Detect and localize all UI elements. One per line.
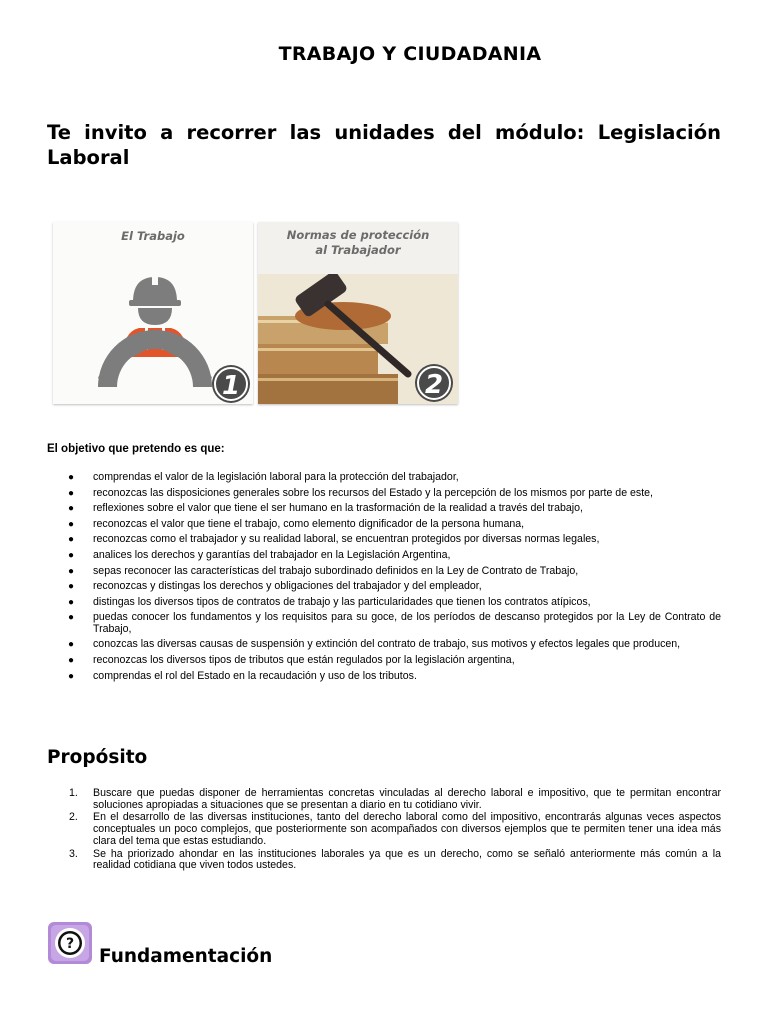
unit-card-2[interactable] <box>258 222 458 404</box>
question-icon <box>47 921 93 965</box>
objective-text: reconozcas y distingas los derechos y obligaciones del trabajador y del empleador, <box>93 580 482 593</box>
purpose-item <box>47 812 721 847</box>
objective-item: ● reflexiones sobre el valor que tiene el ser humano en la trasformación de la realidad a través del trabajo, <box>68 502 583 515</box>
objective-text: conozcas las diversas causas de suspensión y extinción del contrato de trabajo, sus motivos y efectos legales que producen, <box>93 638 681 651</box>
purpose-heading: Propósito <box>47 747 148 768</box>
purpose-number: 1. <box>69 787 78 799</box>
objective-text: analices los derechos y garantías del trabajador en la Legislación Argentina, <box>93 548 451 561</box>
objective-text: comprendas el rol del Estado en la recaudación y uso de los tributos. <box>93 669 417 682</box>
purpose-text: Buscare que puedas disponer de herramientas concretas vinculadas al derecho laboral e impositivo, que te permitan encontrar soluciones apropiadas a situaciones que se presentan a diario en tu cotidiano vivir. <box>93 787 721 811</box>
objective-item: ● comprendas el valor de la legislación laboral para la protección del trabajador, <box>68 471 459 483</box>
objective-text: reflexiones sobre el valor que tiene el ser humano en la trasformación de la realidad a través del trabajo, <box>93 502 583 515</box>
unit-card-1-label: El Trabajo <box>121 229 185 243</box>
objective-item: ● conozcas las diversas causas de suspensión y extinción del contrato de trabajo, sus motivos y efectos legales que producen, <box>68 638 681 651</box>
purpose-text: En el desarrollo de las diversas instituciones, tanto del derecho laboral como del impositivo, encontrarás algunas veces aspectos conceptuales un poco complejos, que posteriormente son acompañados con diversos ejemplos que te permiten tener una idea más clara del tema que estas estudiando. <box>93 811 721 847</box>
worker-gear-icon <box>53 222 253 404</box>
svg-text:?: ? <box>65 936 75 952</box>
objective-item: ● puedas conocer los fundamentos y los requisitos para su goce, de los períodos de descanso protegidos por la Ley de Contrato de Trabajo, <box>68 611 721 635</box>
objectives-list <box>47 472 721 686</box>
objective-item: ● reconozcas como el trabajador y su realidad laboral, se encuentran protegidos por diversas normas legales, <box>68 533 600 546</box>
objective-item: ● reconozcas las disposiciones generales sobre los recursos del Estado y la percepción de los mismos por parte de este, <box>68 486 653 499</box>
objective-text: distingas los diversos tipos de contratos de trabajo y las particularidades que tienen los contratos atípicos, <box>93 595 591 608</box>
fundamentacion-heading: Fundamentación <box>99 946 273 967</box>
unit-images <box>53 222 458 406</box>
purpose-number: 2. <box>69 811 78 824</box>
unit-card-2-number: 2 <box>424 370 444 400</box>
unit-card-1[interactable] <box>53 222 253 404</box>
objective-item: ● distingas los diversos tipos de contratos de trabajo y las particularidades que tienen los contratos atípicos, <box>68 595 591 608</box>
objective-text: reconozcas el valor que tiene el trabajo, como elemento dignificador de la persona humana, <box>93 517 525 530</box>
objective-item: ● reconozcas los diversos tipos de tributos que están regulados por la legislación argentina, <box>68 654 515 667</box>
objective-text: reconozcas las disposiciones generales sobre los recursos del Estado y la percepción de los mismos por parte de este, <box>93 486 653 499</box>
purpose-text: Se ha priorizado ahondar en las instituciones laborales ya que es un derecho, como se señaló anteriormente más común a la realidad cotidiana que viven todos ustedes. <box>93 847 721 872</box>
invite-heading: Te invito a recorrer las unidades del módulo: Legislación Laboral <box>47 121 721 169</box>
gavel-books-icon <box>258 274 458 404</box>
objective-item: ● analices los derechos y garantías del trabajador en la Legislación Argentina, <box>68 548 451 561</box>
objective-item: ● sepas reconocer las características del trabajo subordinado definidos en la Ley de Contrato de Trabajo, <box>68 564 579 577</box>
unit-card-1-number: 1 <box>221 371 241 401</box>
objective-text: comprendas el valor de la legislación laboral para la protección del trabajador, <box>93 471 459 483</box>
objectives-heading: El objetivo que pretendo es que: <box>47 443 225 455</box>
objective-item: ● reconozcas el valor que tiene el trabajo, como elemento dignificador de la persona humana, <box>68 517 525 530</box>
objective-text: reconozcas los diversos tipos de tributos que están regulados por la legislación argentina, <box>93 654 515 667</box>
purpose-list <box>47 788 721 873</box>
unit-card-2-label-line1: Normas de protección <box>286 228 430 242</box>
document-title: TRABAJO Y CIUDADANIA <box>278 43 542 65</box>
objective-item: ● reconozcas y distingas los derechos y obligaciones del trabajador y del empleador, <box>68 580 482 593</box>
objective-text: sepas reconocer las características del trabajo subordinado definidos en la Ley de Contrato de Trabajo, <box>93 564 579 577</box>
purpose-item <box>47 849 721 873</box>
objective-item: ● comprendas el rol del Estado en la recaudación y uso de los tributos. <box>68 669 417 682</box>
unit-card-2-label-line2: al Trabajador <box>315 243 401 257</box>
objective-text: reconozcas como el trabajador y su realidad laboral, se encuentran protegidos por diversas normas legales, <box>93 533 600 546</box>
objective-text: puedas conocer los fundamentos y los requisitos para su goce, de los períodos de descanso protegidos por la Ley de Contrato de Trabajo, <box>93 611 721 635</box>
purpose-item <box>47 788 721 812</box>
unit-card-2-label <box>258 228 458 258</box>
purpose-number: 3. <box>69 847 78 860</box>
